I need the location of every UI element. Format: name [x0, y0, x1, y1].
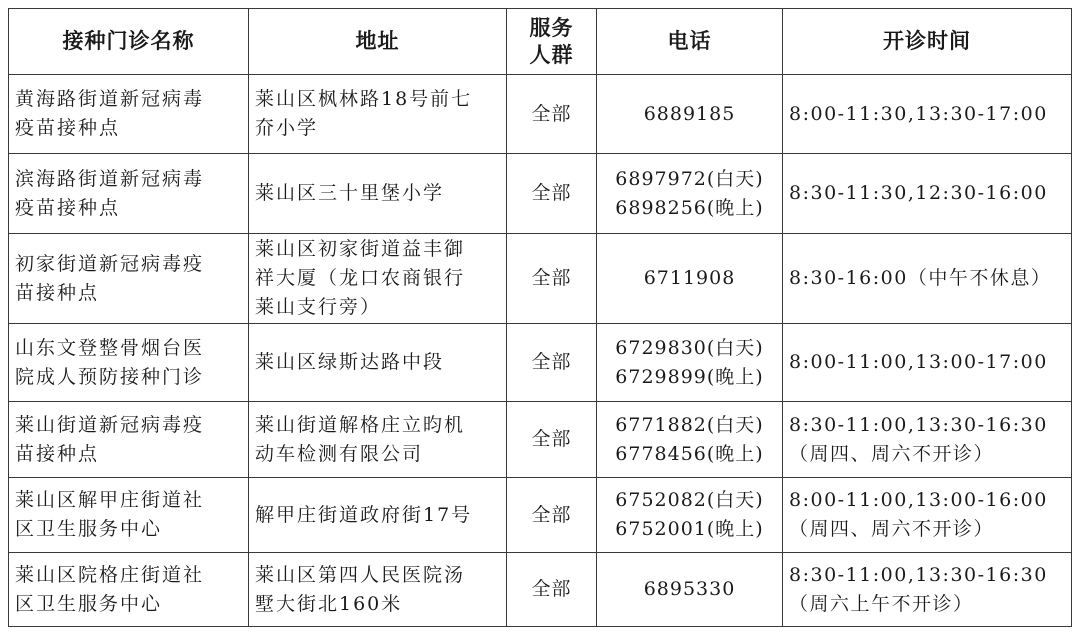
cell-hours-line: 8:00-11:00,13:00-17:00 [789, 351, 1048, 373]
cell-address-line: 莱山支行旁） [255, 296, 382, 318]
header-hours: 开诊时间 [783, 9, 1072, 75]
cell-phone [597, 553, 783, 627]
header-address: 地址 [249, 9, 507, 75]
table-row [9, 324, 1072, 402]
cell-clinic-name-line: 初家街道新冠病毒疫 [15, 252, 205, 275]
cell-phone-line: 6729899(晚上) [615, 365, 764, 388]
cell-phone [597, 402, 783, 478]
cell-clinic-name-line: 滨海路街道新冠病毒 [15, 167, 205, 190]
cell-clinic-name-line: 苗接种点 [15, 442, 100, 465]
cell-service-group: 全部 [507, 75, 597, 154]
cell-hours-line: （周四、周六不开诊） [789, 518, 995, 540]
cell-clinic-name [9, 154, 249, 234]
cell-clinic-name-line: 疫苗接种点 [15, 117, 121, 139]
cell-phone-line: 6895330 [643, 578, 736, 600]
cell-hours [783, 402, 1072, 478]
cell-address-line: 莱山区初家街道益丰御 [255, 238, 466, 260]
cell-phone-line: 6778456(晚上) [615, 442, 764, 465]
cell-clinic-name [9, 402, 249, 478]
cell-phone-line: 6711908 [643, 267, 736, 289]
cell-clinic-name-line: 莱山区解甲庄街道社 [15, 489, 205, 511]
table-header-row [9, 9, 1072, 75]
cell-clinic-name-line: 莱山区院格庄街道社 [15, 563, 205, 586]
cell-phone [597, 75, 783, 154]
cell-phone-line: 6729830(白天) [615, 336, 764, 359]
cell-clinic-name-line: 苗接种点 [15, 281, 100, 304]
cell-clinic-name [9, 553, 249, 627]
cell-service-group: 全部 [507, 553, 597, 627]
cell-phone-line: 6898256(晚上) [615, 196, 764, 219]
cell-hours [783, 234, 1072, 324]
cell-address-line: 墅大街北160米 [255, 592, 403, 615]
cell-hours-line: 8:30-11:00,13:30-16:30 [789, 563, 1048, 586]
cell-address [249, 324, 507, 402]
table-row [9, 75, 1072, 154]
table-row [9, 234, 1072, 324]
cell-address [249, 402, 507, 478]
cell-address-line: 莱山区第四人民医院汤 [255, 563, 466, 586]
cell-address-line: 祥大厦（龙口农商银行 [255, 267, 466, 289]
cell-service-group: 全部 [507, 478, 597, 553]
cell-phone-line: 6889185 [643, 102, 736, 125]
cell-service-group: 全部 [507, 324, 597, 402]
cell-service-group: 全部 [507, 402, 597, 478]
cell-phone-line: 6752001(晚上) [615, 518, 764, 540]
cell-address [249, 234, 507, 324]
cell-hours-line: 8:30-11:00,13:30-16:30 [789, 413, 1048, 436]
cell-hours [783, 553, 1072, 627]
table-row [9, 402, 1072, 478]
cell-address [249, 553, 507, 627]
cell-hours [783, 154, 1072, 234]
cell-address [249, 75, 507, 154]
cell-hours-line: 8:30-11:30,12:30-16:00 [789, 182, 1048, 204]
table-row [9, 553, 1072, 627]
header-clinic-name: 接种门诊名称 [9, 9, 249, 75]
cell-phone-line: 6771882(白天) [615, 413, 764, 436]
vaccination-clinic-table-container [8, 8, 1071, 627]
cell-address-line: 莱山街道解格庄立昀机 [255, 413, 466, 436]
table-body [9, 75, 1072, 627]
cell-clinic-name [9, 75, 249, 154]
table-row [9, 154, 1072, 234]
cell-address-line: 夼小学 [255, 117, 319, 139]
cell-phone-line: 6897972(白天) [615, 167, 764, 190]
cell-phone [597, 154, 783, 234]
cell-address-line: 莱山区绿斯达路中段 [255, 351, 445, 373]
cell-address-line: 莱山区枫林路18号前七 [255, 88, 473, 110]
cell-hours-line: 8:00-11:00,13:00-16:00 [789, 489, 1048, 511]
cell-clinic-name-line: 区卫生服务中心 [15, 518, 163, 540]
cell-phone [597, 234, 783, 324]
cell-address [249, 154, 507, 234]
header-phone: 电话 [597, 9, 783, 75]
cell-phone [597, 324, 783, 402]
cell-hours-line: （周四、周六不开诊） [789, 442, 995, 465]
cell-clinic-name-line: 黄海路街道新冠病毒 [15, 88, 205, 110]
cell-hours [783, 75, 1072, 154]
cell-address [249, 478, 507, 553]
header-service-group [507, 9, 597, 75]
cell-clinic-name-line: 疫苗接种点 [15, 196, 121, 219]
cell-address-line: 动车检测有限公司 [255, 442, 424, 465]
cell-phone-line: 6752082(白天) [615, 489, 764, 511]
cell-clinic-name-line: 院成人预防接种门诊 [15, 365, 205, 388]
cell-service-group: 全部 [507, 234, 597, 324]
cell-clinic-name [9, 234, 249, 324]
header-service-group-line1: 服务 [529, 15, 574, 40]
cell-hours-line: 8:30-16:00（中午不休息） [789, 267, 1052, 289]
table-row [9, 478, 1072, 553]
cell-address-line: 解甲庄街道政府街17号 [255, 503, 473, 526]
header-service-group-line2: 人群 [529, 42, 574, 67]
cell-hours [783, 478, 1072, 553]
cell-clinic-name-line: 山东文登整骨烟台医 [15, 336, 205, 359]
cell-address-line: 莱山区三十里堡小学 [255, 182, 445, 204]
cell-clinic-name-line: 区卫生服务中心 [15, 592, 163, 615]
cell-phone [597, 478, 783, 553]
cell-hours-line: 8:00-11:30,13:30-17:00 [789, 102, 1048, 125]
vaccination-clinic-table [8, 8, 1072, 627]
cell-hours [783, 324, 1072, 402]
cell-clinic-name [9, 324, 249, 402]
cell-clinic-name-line: 莱山街道新冠病毒疫 [15, 413, 205, 436]
cell-service-group: 全部 [507, 154, 597, 234]
cell-hours-line: （周六上午不开诊） [789, 592, 974, 615]
cell-clinic-name [9, 478, 249, 553]
